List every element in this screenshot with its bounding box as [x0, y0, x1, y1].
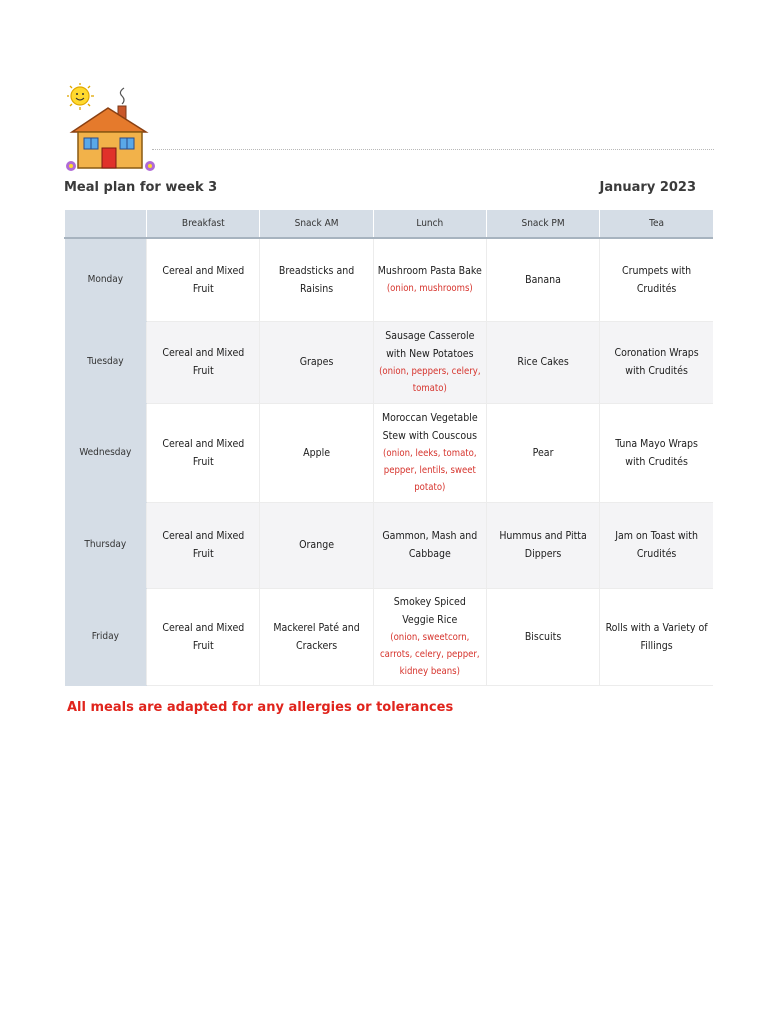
- breakfast-cell: Cereal and Mixed Fruit: [147, 588, 260, 685]
- column-header-breakfast: Breakfast: [147, 210, 260, 238]
- lunch-meal: Sausage Casserole with New Potatoes: [385, 330, 475, 360]
- snack-am-cell: Breadsticks and Raisins: [260, 238, 373, 321]
- lunch-cell: [373, 321, 486, 403]
- day-cell: Tuesday: [65, 321, 147, 403]
- meal-plan-table: [64, 210, 713, 686]
- lunch-cell: [373, 502, 486, 588]
- table-row: [65, 403, 714, 502]
- snack-pm-cell: Biscuits: [486, 588, 599, 685]
- table-row: [65, 238, 714, 321]
- lunch-cell: [373, 588, 486, 685]
- table-header-row: [65, 210, 714, 238]
- snack-pm-cell: Rice Cakes: [486, 321, 599, 403]
- column-header-tea: Tea: [600, 210, 713, 238]
- snack-am-cell: Mackerel Paté and Crackers: [260, 588, 373, 685]
- snack-pm-cell: Hummus and Pitta Dippers: [486, 502, 599, 588]
- column-header-snack-am: Snack AM: [260, 210, 373, 238]
- lunch-cell: [373, 238, 486, 321]
- lunch-ingredients: (onion, leeks, tomato, pepper, lentils, sweet potato): [383, 448, 477, 493]
- tea-cell: Coronation Wraps with Crudités: [600, 321, 713, 403]
- lunch-cell: [373, 403, 486, 502]
- lunch-ingredients: (onion, sweetcorn, carrots, celery, pepper, kidney beans): [379, 632, 480, 677]
- tea-cell: Crumpets with Crudités: [600, 238, 713, 321]
- table-row: [65, 502, 714, 588]
- day-cell: Thursday: [65, 502, 147, 588]
- lunch-meal: Moroccan Vegetable Stew with Couscous: [381, 412, 478, 442]
- column-header-snack-pm: Snack PM: [486, 210, 599, 238]
- column-header-lunch: Lunch: [373, 210, 486, 238]
- allergy-note: All meals are adapted for any allergies or tolerances: [67, 700, 454, 715]
- day-cell: Monday: [65, 238, 147, 321]
- lunch-meal: Gammon, Mash and Cabbage: [382, 530, 478, 560]
- snack-am-cell: Orange: [260, 502, 373, 588]
- lunch-meal: Smokey Spiced Veggie Rice: [393, 596, 466, 626]
- snack-pm-cell: Pear: [486, 403, 599, 502]
- breakfast-cell: Cereal and Mixed Fruit: [147, 502, 260, 588]
- tea-cell: Rolls with a Variety of Fillings: [600, 588, 713, 685]
- header-divider: [152, 149, 714, 150]
- tea-cell: Tuna Mayo Wraps with Crudités: [600, 403, 713, 502]
- snack-am-cell: Grapes: [260, 321, 373, 403]
- tea-cell: Jam on Toast with Crudités: [600, 502, 713, 588]
- house-sun-logo: [62, 82, 162, 174]
- snack-am-cell: Apple: [260, 403, 373, 502]
- month-label: January 2023: [599, 180, 696, 195]
- snack-pm-cell: Banana: [486, 238, 599, 321]
- lunch-meal: Mushroom Pasta Bake: [377, 265, 482, 278]
- column-header-corner: [65, 210, 147, 238]
- day-cell: Friday: [65, 588, 147, 685]
- table-row: [65, 588, 714, 685]
- lunch-ingredients: (onion, peppers, celery, tomato): [379, 366, 481, 394]
- breakfast-cell: Cereal and Mixed Fruit: [147, 321, 260, 403]
- table-row: [65, 321, 714, 403]
- page-title: Meal plan for week 3: [64, 180, 218, 195]
- lunch-ingredients: (onion, mushrooms): [386, 283, 473, 295]
- sun-icon: [67, 83, 94, 110]
- breakfast-cell: Cereal and Mixed Fruit: [147, 238, 260, 321]
- day-cell: Wednesday: [65, 403, 147, 502]
- breakfast-cell: Cereal and Mixed Fruit: [147, 403, 260, 502]
